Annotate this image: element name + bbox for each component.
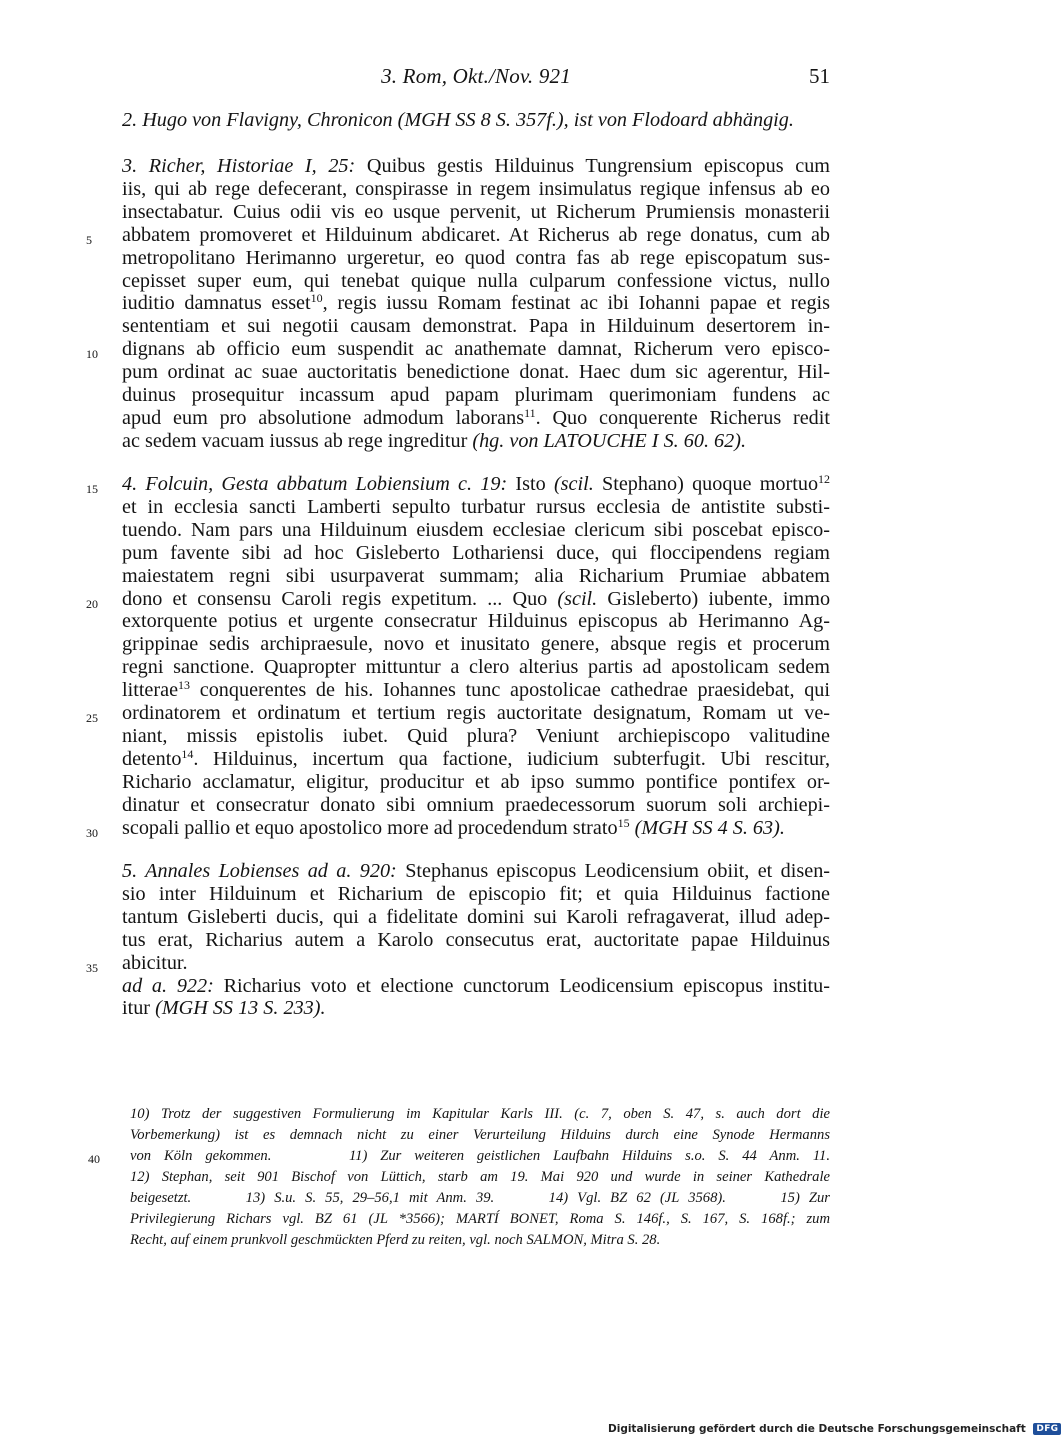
footnote-line: Privilegierung Richars vgl. BZ 61 (JL *3566); MARTÍ BONET, Roma S. 146f., S. 167, S. 168f.; zum	[130, 1211, 830, 1227]
footnote-ref: 11	[524, 405, 536, 420]
section-3-citation: (hg. von LATOUCHE I S. 60. 62).	[472, 429, 747, 452]
line-number: 40	[88, 1152, 100, 1166]
page-number: 51	[809, 64, 830, 88]
line-number: 15	[86, 482, 98, 496]
footnote-line: von Köln gekommen. 11) Zur weiteren geistlichen Laufbahn Hilduins s.o. S. 44 Anm. 11.	[130, 1148, 830, 1164]
section-3-source: 3. Richer, Historiae I, 25:	[122, 155, 356, 177]
footnote-line: Vorbemerkung) ist es demnach nicht zu einer Verurteilung Hilduins durch eine Synode Hermanns	[130, 1127, 830, 1143]
section-5-citation: (MGH SS 13 S. 233).	[155, 997, 326, 1020]
section-5-source-2: ad a. 922:	[122, 974, 214, 997]
footnote-line: beigesetzt. 13) S.u. S. 55, 29–56,1 mit Anm. 39. 14) Vgl. BZ 62 (JL 3568). 15) Zur	[130, 1190, 830, 1206]
section-5: 5. Annales Lobienses ad a. 920: Stephanus episcopus Leodicensium obiit, et disen- sio inter Hilduinum et Richarium de episcopio fit; et quia Hilduinus factione tantum Gisleberti ducis, qui a fidelitate domini sui Karoli refragaverat, illud adep- tus erat, Richarius autem a Karolo consecutus erat, auctoritate papae Hilduinus 35 abicitur. ad a. 922: Richarius voto et electione cunctorum Leodicensium episcopus institu- itur (MGH SS 13 S. 233).	[86, 860, 831, 1020]
line-number: 20	[86, 596, 98, 611]
page-header	[122, 64, 830, 96]
funding-notice	[608, 1423, 1059, 1441]
footnote-ref: 13	[178, 678, 191, 693]
footnote-line: Recht, auf einem prunkvoll geschmückten Pferd zu reiten, vgl. noch SALMON, Mitra S. 28.	[130, 1232, 661, 1248]
footnote-ref: 10	[310, 291, 323, 306]
funding-text: Digitalisierung gefördert durch die Deutsche Forschungsgemeinschaft	[608, 1423, 1026, 1435]
section-4: 15 4. Folcuin, Gesta abbatum Lobiensium c. 19: Isto (scil. Stephano) quoque mortuo$^{12}$ et in ecclesia sancti Lamberti sepulto turbatur rursus ecclesia de antistite substi- tuendo. Nam pars una Hilduinum eiusdem ecclesiae clericum sibi poscebat episco- pum favente sibi ad hoc Gisleberto Lothariensi duce, qui floccipendens regiam maiestatem regni sibi usurpaverat summam; alia Richarium Prumiae abbatem 20 dono et consensu Caroli regis expetitum. ... Quo (scil. Gisleberto) iubente, immo extorquente potius et urgente consecratur Hilduinus episcopus ab Herimanno Ag- grippinae sedis archipraesule, novo et inusitato genere, absque regis et procerum regni sanctione. Quapropter mittuntur a clero alterius partis ad apostolicam sedem litterae$^{13}$ conquerentes de his. Iohannes tunc apostolicae cathedrae praesidebat, qui 25 ordinatorem et ordinatum et tertium regis auctoritate designatum, Romam ut ve- niant, missis epistolis iubet. Quid plura? Veniunt archiepiscopo valitudine detento$^{14}$. Hilduinus, incertum qua factione, iudicium subterfugit. Ubi rescitur, Richario acclamatur, eligitur, producitur et ab ipso summo pontifice pontifex or- dinatur et consecratur donato sibi omnium praedecessorum suorum soli archiepi- 30 scopali pallio et equo apostolico more ad procedendum strato$^{15}$ (MGH SS 4 S. 63).	[122, 473, 830, 840]
running-title: 3. Rom, Okt./Nov. 921	[381, 64, 571, 88]
footnotes	[88, 1104, 830, 1251]
section-2	[122, 109, 830, 132]
line-number: 30	[86, 825, 98, 840]
dfg-logo: DFG	[1033, 1423, 1061, 1435]
line-number: 35	[86, 960, 98, 975]
line-number: 10	[86, 347, 98, 362]
section-3: 3. Richer, Historiae I, 25: Quibus gestis Hilduinus Tungrensium episcopus cum iis, qui ab rege defecerant, conspirasse in regem insimulatus regique infensus ab eo insectabatur. Cuius odii vis eo usque pervenit, ut Richerum Prumiensis monasterii 5 abbatem promoveret et Hilduinum abdicaret. At Richerus ab rege donatus, cum ab metropolitano Herimanno urgeretur, eo quod contra fas ab rege episcopatum sus- cepisset super eum, qui tenebat quique nulla culparum confessione victus, nullo iuditio damnatus esset$^{10}$, regis iussu Romam festinat ac ibi Iohanni papae et regis sententiam et sui negotii causam demonstrat. Papa in Hilduinum desertorem in- 10 dignans ab officio eum suspendit ac anathemate damnat, Richerum vero episco- pum ordinat ac suae auctoritatis benedictione donat. Haec dum sic agerentur, Hil- duinus prosequitur incassum apud papam plurimam querimoniam fundens ac apud eum pro absolutione admodum laborans$^{11}$. Quo conquerente Richerus redit ac sedem vacuam iussus ab rege ingreditur (hg. von LATOUCHE I S. 60. 62).	[86, 155, 830, 452]
section-5-source: 5. Annales Lobienses ad a. 920:	[122, 860, 397, 882]
footnote-ref: 15	[617, 815, 630, 830]
footnote-ref: 12	[818, 472, 831, 486]
section-4-source: 4. Folcuin, Gesta abbatum Lobiensium c. 19:	[122, 473, 508, 495]
footnote-line: 12) Stephan, seit 901 Bischof von Lüttich, starb am 19. Mai 920 und wurde in seiner Kathedrale	[130, 1169, 830, 1185]
line-number: 5	[86, 232, 92, 247]
footnote-ref: 14	[181, 746, 194, 761]
line-number: 25	[86, 711, 98, 726]
section-4-citation: (MGH SS 4 S. 63).	[634, 816, 785, 839]
section-2-line: 2. Hugo von Flavigny, Chronicon (MGH SS 8 S. 357f.), ist von Flodoard abhängig.	[122, 109, 794, 131]
footnote-line: 10) Trotz der suggestiven Formulierung im Kapitular Karls III. (c. 7, oben S. 47, s. auch dort die	[130, 1106, 830, 1122]
